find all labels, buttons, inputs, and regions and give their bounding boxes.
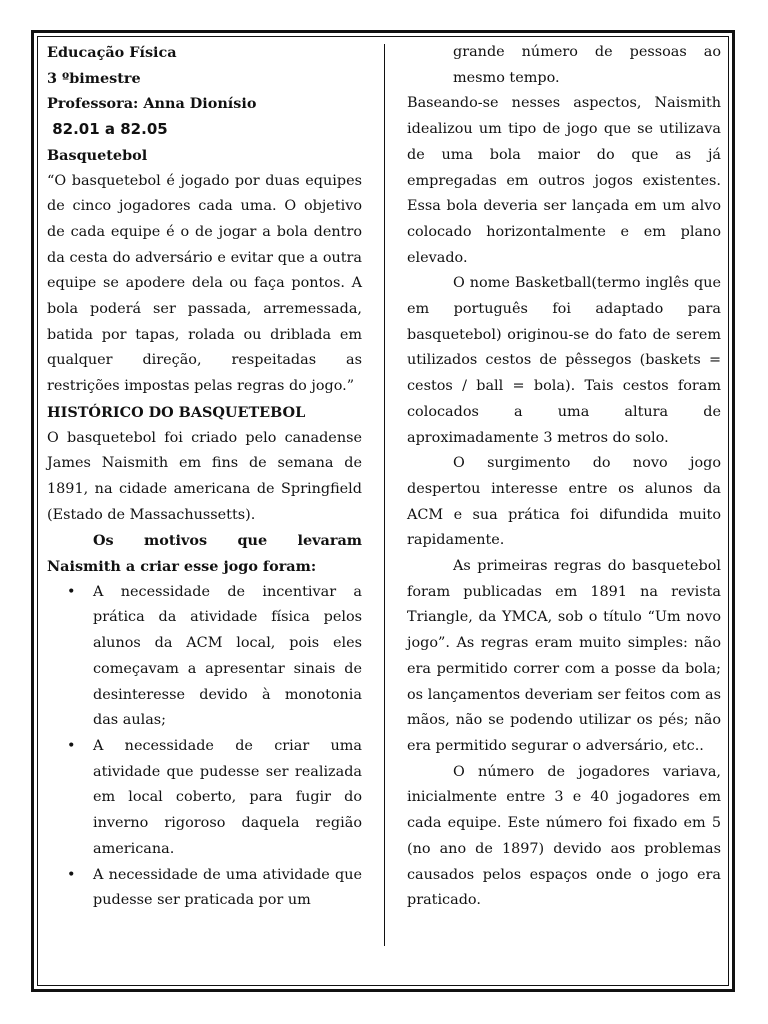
- definition-paragraph: “O basquetebol é jogado por duas equipes de cinco jogadores cada uma. O objetivo de cada equipe é o de jogar a bola dentro da cesta do adversário e evitar que a outra equipe se apodere dela ou faça pontos. A bola poderá ser passada, arremessada, batida por tapas, rolada ou driblada em qualquer direção, respeitadas as restrições impostas pelas regras do jogo.”: [47, 172, 362, 395]
- bullet-icon: •: [67, 866, 76, 883]
- history-heading: HISTÓRICO DO BASQUETEBOL: [47, 403, 306, 421]
- teacher-name: Professora: Anna Dionísio: [47, 95, 257, 113]
- list-item: • A necessidade de incentivar a prática da atividade física pelos alunos da ACM local, pois eles começavam a apresentar sinais de desinteresse devido à monotonia das aulas;: [47, 580, 362, 734]
- term-label: 3 ºbimestre: [47, 69, 141, 87]
- column-divider: [384, 44, 385, 946]
- paragraph-spread: O surgimento do novo jogo despertou interesse entre os alunos da ACM e sua prática foi difundida muito rapidamente.: [407, 455, 721, 549]
- left-column: [47, 40, 362, 914]
- motives-list: [47, 580, 362, 914]
- bullet-continuation: grande número de pessoas ao mesmo tempo.: [453, 44, 721, 86]
- bullet-icon: •: [67, 737, 76, 754]
- paragraph-aspects: Baseando-se nesses aspectos, Naismith idealizou um tipo de jogo que se utilizava de uma bola maior do que as já empregadas em outros jogos existentes. Essa bola deveria ser lançada em um alvo colocado horizontalmente e em plano elevado.: [407, 95, 721, 266]
- subject-title: Educação Física: [47, 44, 177, 61]
- bullet-icon: •: [67, 583, 76, 600]
- class-range: 82.01 a 82.05: [52, 120, 168, 139]
- motives-heading-line2: Naismith a criar esse jogo foram:: [47, 558, 317, 576]
- topic-title: Basquetebol: [47, 146, 148, 164]
- list-item: • A necessidade de uma atividade que pudesse ser praticada por um: [47, 863, 362, 914]
- paragraph-rules: As primeiras regras do basquetebol foram publicadas em 1891 na revista Triangle, da YMCA, sob o título “Um novo jogo”. As regras eram muito simples: não era permitido correr com a posse da bola; os lançamentos deveriam ser feitos com as mãos, não se podendo utilizar os pés; não era permitido segurar o adversário, etc..: [407, 558, 721, 754]
- paragraph-name: O nome Basketball(termo inglês que em português foi adaptado para basquetebol) originou-se do fato de serem utilizados cestos de pêssegos (baskets = cestos / ball = bola). Tais cestos foram colocados a uma altura de aproximadamente 3 metros do solo.: [407, 275, 721, 446]
- motives-heading-line1: Os motivos que levaram: [93, 532, 362, 550]
- history-paragraph: O basquetebol foi criado pelo canadense James Naismith em fins de semana de 1891, na cidade americana de Springfield (Estado de Massachussetts).: [47, 429, 362, 523]
- right-column: [407, 40, 721, 914]
- paragraph-players: O número de jogadores variava, inicialmente entre 3 e 40 jogadores em cada equipe. Este número foi fixado em 5 (no ano de 1897) devido aos problemas causados pelos espaços onde o jogo era praticado.: [407, 763, 721, 909]
- list-item: • A necessidade de criar uma atividade que pudesse ser realizada em local coberto, para fugir do inverno rigoroso daquela região americana.: [47, 734, 362, 863]
